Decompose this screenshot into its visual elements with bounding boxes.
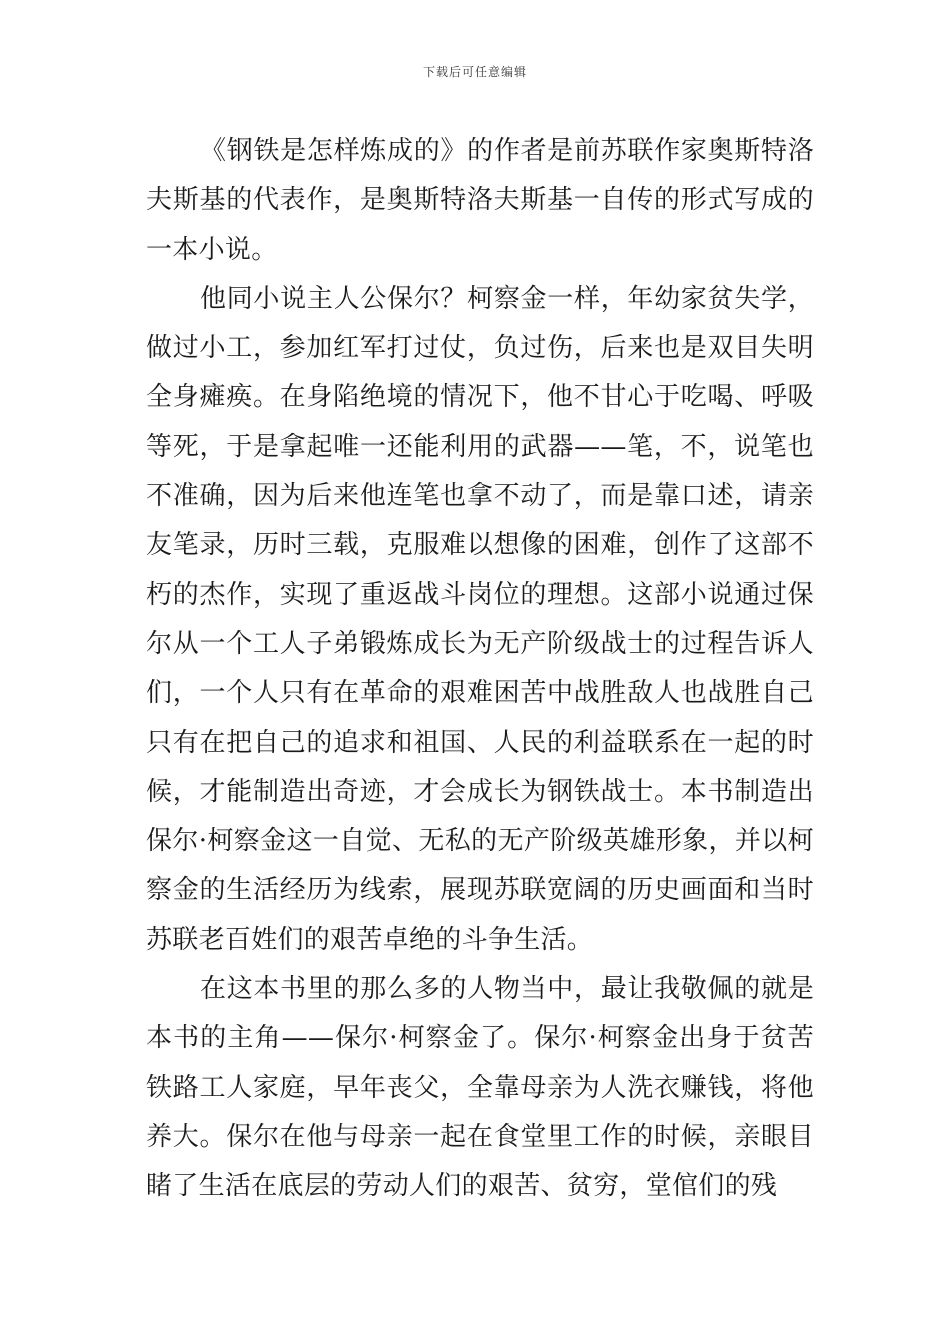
page-header: 下载后可任意编辑: [422, 65, 527, 79]
paragraph-3: 在这本书里的那么多的人物当中，最让我敬佩的就是本书的主角——保尔·柯察金了。保尔·柯察金出身于贫苦铁路工人家庭，早年丧父，全靠母亲为人洗衣赚钱，将他养大。保尔在他与母亲一起在食堂里工作的时候，亲眼目睹了生活在底层的劳动人们的艰苦、贫穷，堂倌们的残: [146, 974, 814, 1202]
paragraph-1: 《钢铁是怎样炼成的》的作者是前苏联作家奥斯特洛夫斯基的代表作，是奥斯特洛夫斯基一自传的形式写成的一本小说。: [146, 136, 814, 265]
document-body: [146, 127, 814, 1212]
paragraph-2: 他同小说主人公保尔？柯察金一样，年幼家贫失学，做过小工，参加红军打过仗，负过伤，后来也是双目失明全身瘫痪。在身陷绝境的情况下，他不甘心于吃喝、呼吸等死，于是拿起唯一还能利用的武器——笔，不，说笔也不准确，因为后来他连笔也拿不动了，而是靠口述，请亲友笔录，历时三载，克服难以想像的困难，创作了这部不朽的杰作，实现了重返战斗岗位的理想。这部小说通过保尔从一个工人子弟锻炼成长为无产阶级战士的过程告诉人们，一个人只有在革命的艰难困苦中战胜敌人也战胜自己只有在把自己的追求和祖国、人民的利益联系在一起的时候，才能制造出奇迹，才会成长为钢铁战士。本书制造出保尔·柯察金这一自觉、无私的无产阶级英雄形象，并以柯察金的生活经历为线索，展现苏联宽阔的历史画面和当时苏联老百姓们的艰苦卓绝的斗争生活。: [146, 283, 814, 955]
